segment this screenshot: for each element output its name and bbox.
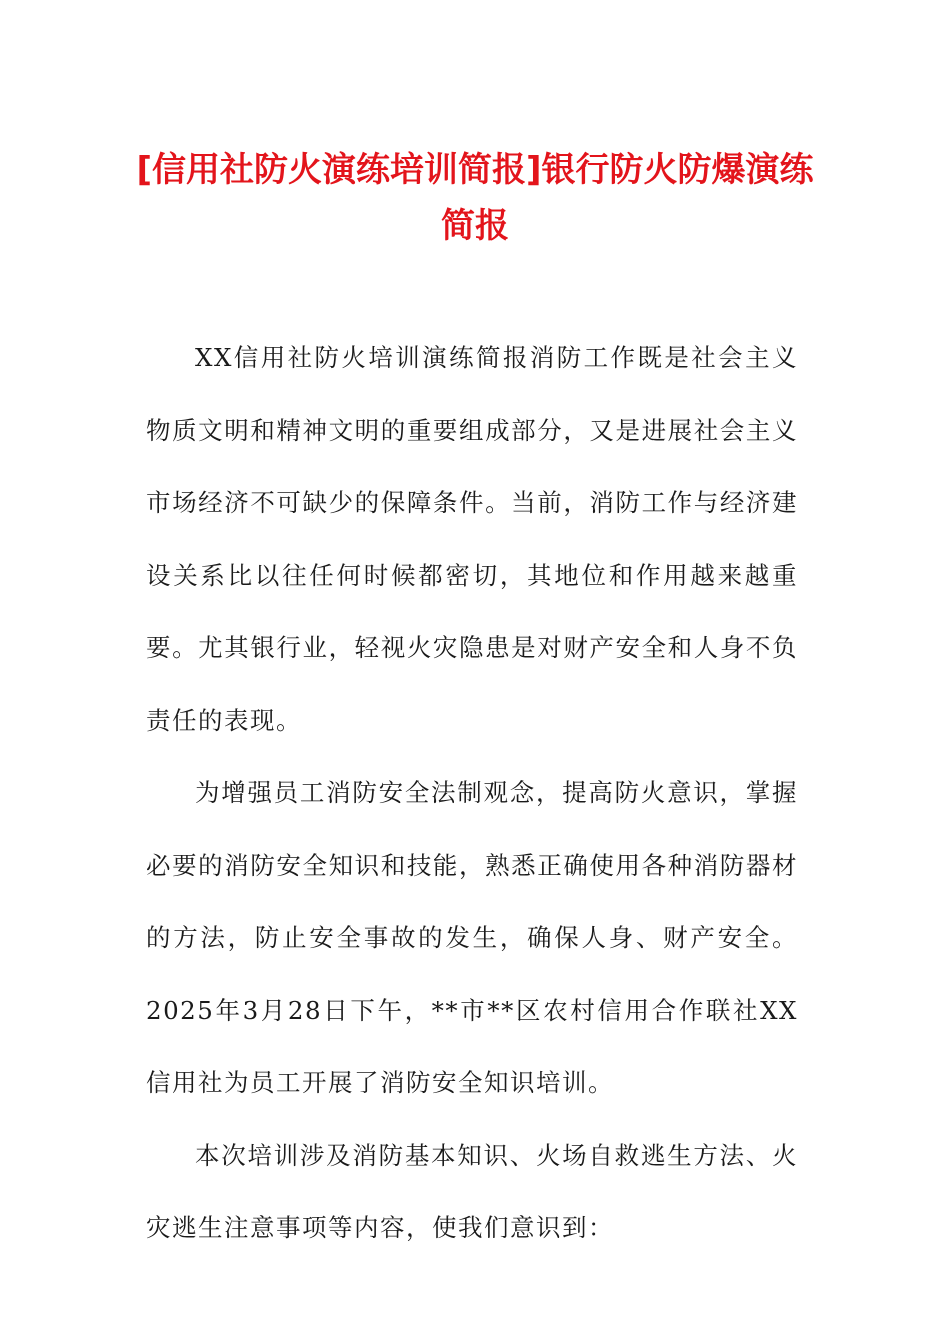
paragraph-purpose: 为增强员工消防安全法制观念，提高防火意识，掌握必要的消防安全知识和技能，熟悉正确使用各种消防器材的方法，防止安全事故的发生，确保人身、财产安全。2025年3月28日下午，**市**区农村信用合作联社XX信用社为员工开展了消防安全知识培训。 <box>146 778 798 1097</box>
paragraph-content: 本次培训涉及消防基本知识、火场自救逃生方法、火灾逃生注意事项等内容，使我们意识到： <box>146 1140 798 1242</box>
document-body <box>146 322 798 1265</box>
document-title: [信用社防火演练培训简报]银行防火防爆演练简报 <box>136 150 814 246</box>
paragraph-intro: XX信用社防火培训演练简报消防工作既是社会主义物质文明和精神文明的重要组成部分，又是进展社会主义市场经济不可缺少的保障条件。当前，消防工作与经济建设关系比以往任何时候都密切，其地位和作用越来越重要。尤其银行业，轻视火灾隐患是对财产安全和人身不负责任的表现。 <box>146 343 798 735</box>
